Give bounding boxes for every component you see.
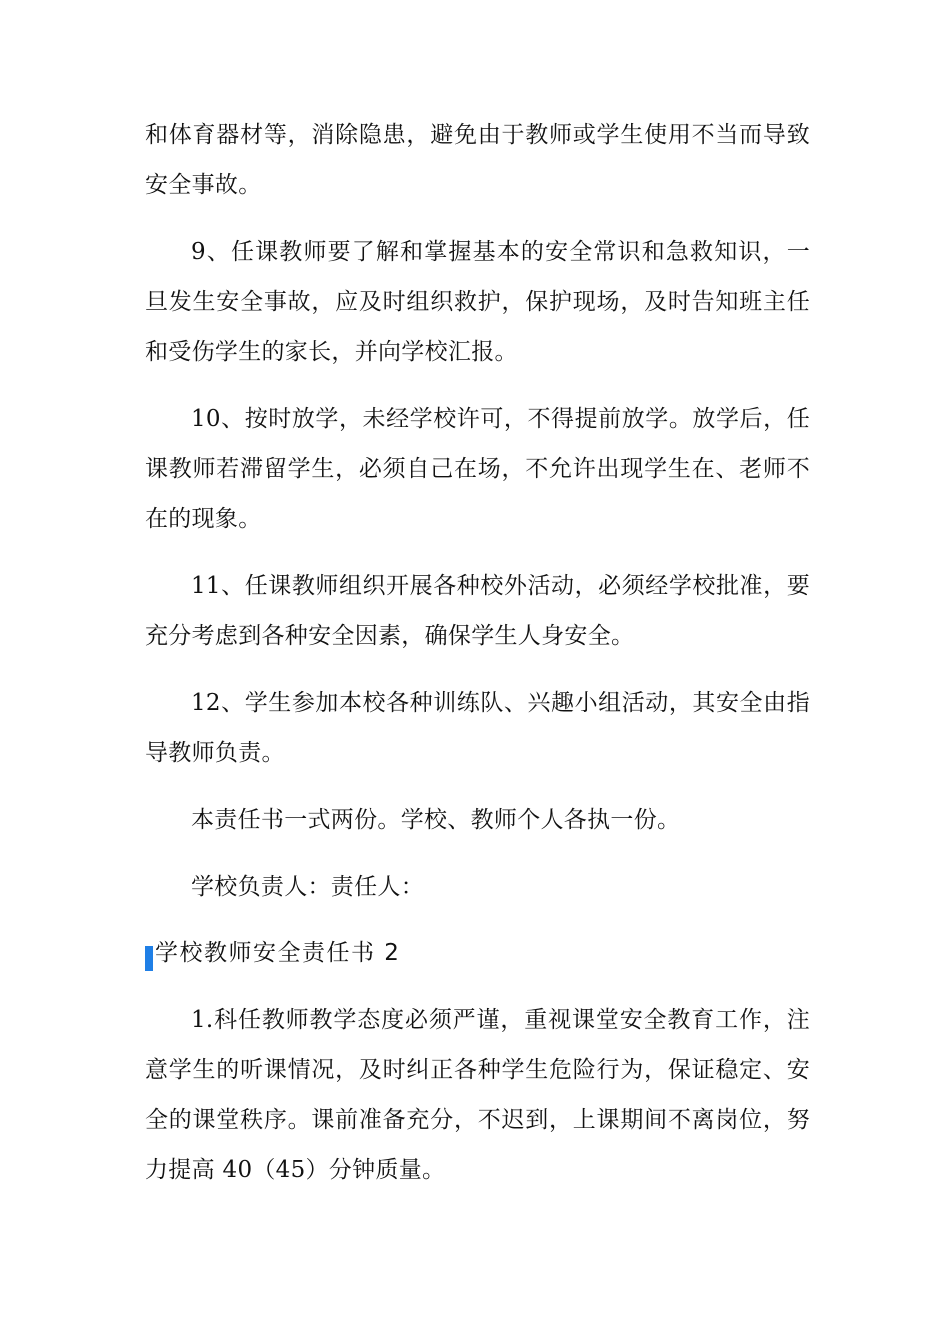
- paragraph-signatures: 学校负责人：责任人：: [191, 874, 424, 900]
- section-heading-row: [145, 928, 810, 978]
- paragraph-item-12: 12、学生参加本校各种训练队、兴趣小组活动，其安全由指导教师负责。: [145, 690, 810, 766]
- paragraph-continuation: 和体育器材等，消除隐患，避免由于教师或学生使用不当而导致安全事故。: [145, 122, 810, 198]
- paragraph-item-10: 10、按时放学，未经学校许可，不得提前放学。放学后，任课教师若滞留学生，必须自己在场，不允许出现学生在、老师不在的现象。: [145, 406, 810, 532]
- paragraph-section2-item-1: 1.科任教师教学态度必须严谨，重视课堂安全教育工作，注意学生的听课情况，及时纠正各种学生危险行为，保证稳定、安全的课堂秩序。课前准备充分，不迟到，上课期间不离岗位，努力提高 40（45）分钟质量。: [145, 1007, 810, 1183]
- paragraph-item-9: 9、任课教师要了解和掌握基本的安全常识和急救知识，一旦发生安全事故，应及时组织救护，保护现场，及时告知班主任和受伤学生的家长，并向学校汇报。: [145, 239, 810, 365]
- document-body: [145, 110, 810, 1195]
- section-heading: 学校教师安全责任书 2: [155, 940, 401, 966]
- paragraph-item-11: 11、任课教师组织开展各种校外活动，必须经学校批准，要充分考虑到各种安全因素，确保学生人身安全。: [145, 573, 810, 649]
- paragraph-copies-note: 本责任书一式两份。学校、教师个人各执一份。: [191, 807, 681, 833]
- heading-marker-bar: [145, 946, 153, 971]
